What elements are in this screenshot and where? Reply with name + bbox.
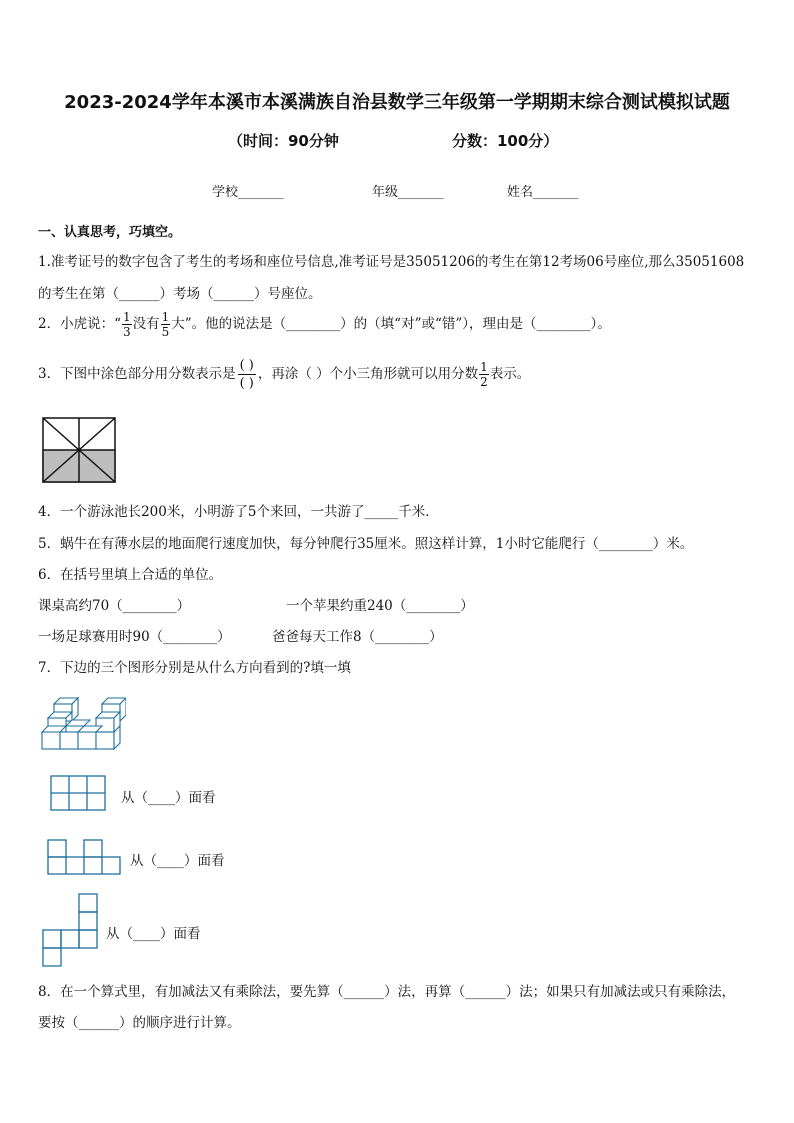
question-2-prefix: 2．小虎说：“ [38,316,121,332]
question-6-item-a: 课桌高约70（________） [38,598,191,614]
exam-time: （时间：90分钟 [228,132,339,150]
question-8-line-2: 要按（______）的顺序进行计算。 [38,1015,241,1031]
fraction-denominator: 2 [480,375,488,389]
question-3 [38,352,530,396]
fraction-denominator: 3 [123,325,131,339]
fraction-numerator: ( ) [239,358,254,373]
question-6-stem: 6．在括号里填上合适的单位。 [38,567,223,583]
question-2 [38,308,611,340]
fraction-one-half [479,360,489,389]
fraction-one-fifth [161,310,171,339]
question-1-line-2: 的考生在第（______）考场（______）号座位。 [38,286,322,302]
view-answer-1: 从（____）面看 [121,790,216,806]
question-6-item-c: 一场足球赛用时90（________） [38,629,231,645]
stacked-cubes-figure [40,690,126,752]
page-title: 2023-2024学年本溪市本溪满族自治县数学三年级第一学期期末综合测试模拟试题 [64,92,730,113]
exam-score: 分数：100分） [452,132,559,150]
question-6-item-d: 爸爸每天工作8（________） [272,629,443,645]
question-6-item-b: 一个苹果约重240（________） [286,598,474,614]
view-answer-3: 从（____）面看 [106,926,201,942]
question-5: 5．蜗牛在有薄水层的地面爬行速度加快，每分钟爬行35厘米。照这样计算，1小时它能爬行（________）米。 [38,536,694,552]
fraction-denominator: ( ) [239,376,254,391]
view-figure-3 [42,893,100,967]
question-3-suffix: 表示。 [489,366,531,382]
question-7-stem: 7．下边的三个图形分别是从什么方向看到的?填一填 [38,660,351,676]
grade-field: 年级_______ [372,185,444,200]
shaded-square-figure [42,417,116,483]
question-2-suffix: 大”。他的说法是（________）的（填“对”或“错”），理由是（________）。 [171,316,611,332]
question-3-mid: ，再涂（ ）个小三角形就可以用分数 [257,366,479,382]
school-field: 学校_______ [212,185,284,200]
view-figure-2 [47,838,123,876]
blank-fraction [238,357,256,392]
question-8-line-1: 8．在一个算式里，有加减法又有乘除法，要先算（______）法，再算（______）法；如果只有加减法或只有乘除法， [38,984,736,1000]
name-field: 姓名_______ [507,185,579,200]
fraction-numerator: 1 [123,310,131,324]
question-2-mid: 没有 [132,316,160,332]
fraction-denominator: 5 [161,325,170,339]
fraction-one-third [122,310,132,339]
question-4: 4．一个游泳池长200米，小明游了5个来回，一共游了_____千米． [38,504,439,520]
view-answer-2: 从（____）面看 [130,853,225,869]
fraction-numerator: 1 [161,310,170,324]
question-1-line-1: 1.准考证号的数字包含了考生的考场和座位号信息,准考证号是35051206的考生在第12考场06号座位,那么35051608 [38,254,745,270]
section-heading: 一、认真思考，巧填空。 [38,225,182,240]
view-figure-1 [50,775,108,811]
fraction-numerator: 1 [480,360,488,374]
question-3-prefix: 3．下图中涂色部分用分数表示是 [38,366,236,382]
